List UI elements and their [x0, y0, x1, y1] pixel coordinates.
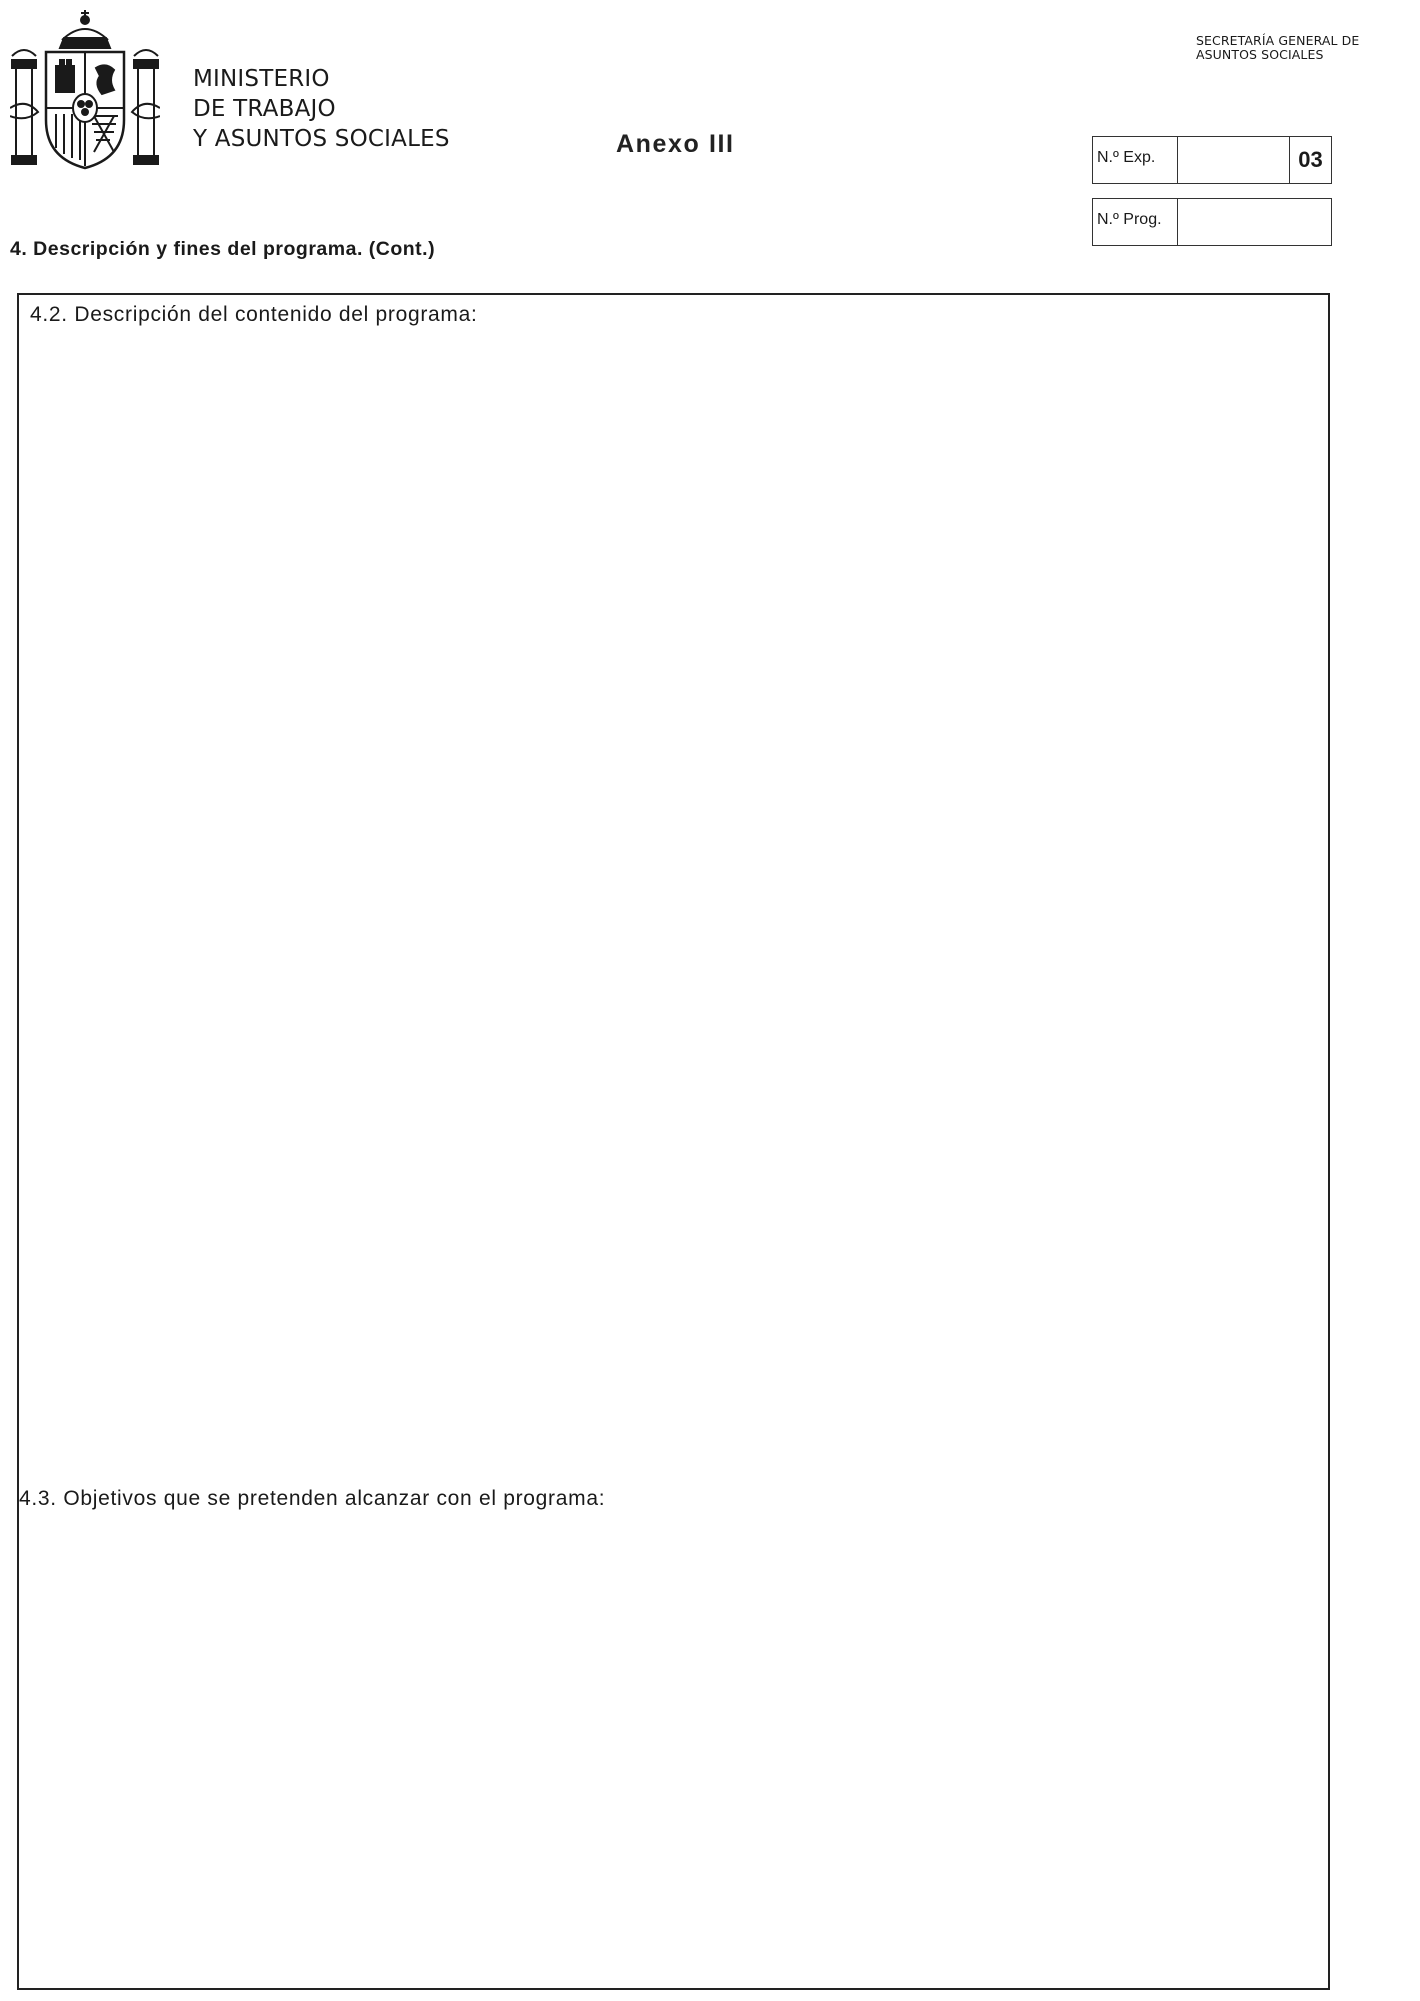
- coat-of-arms-icon: [10, 8, 160, 174]
- exp-number-box: [1092, 136, 1332, 184]
- ministry-name: [193, 64, 450, 154]
- content-description-label: 4.2. Descripción del contenido del programa:: [30, 303, 478, 326]
- ministry-line-2: DE TRABAJO: [193, 96, 336, 122]
- prog-number-label: N.º Prog.: [1093, 199, 1178, 245]
- objectives-label: 4.3. Objetivos que se pretenden alcanzar con el programa:: [19, 1487, 606, 1510]
- program-form-box: [17, 293, 1330, 1990]
- secretariat-line-1: SECRETARÍA GENERAL DE: [1196, 33, 1360, 48]
- section-title: 4. Descripción y fines del programa. (Cont.): [10, 238, 436, 260]
- objectives-field[interactable]: [25, 1521, 1322, 1982]
- exp-number-label: N.º Exp.: [1093, 137, 1178, 183]
- secretariat-line-2: ASUNTOS SOCIALES: [1196, 47, 1324, 62]
- ministry-line-3: Y ASUNTOS SOCIALES: [193, 126, 450, 152]
- prog-number-field[interactable]: [1178, 199, 1331, 245]
- exp-number-field[interactable]: [1178, 137, 1289, 183]
- ministry-line-1: MINISTERIO: [193, 66, 330, 92]
- annex-title: Anexo III: [616, 130, 735, 158]
- exp-code: 03: [1289, 137, 1331, 183]
- prog-number-box: [1092, 198, 1332, 246]
- content-description-field[interactable]: [25, 337, 1322, 1477]
- secretariat-name: [1196, 34, 1359, 62]
